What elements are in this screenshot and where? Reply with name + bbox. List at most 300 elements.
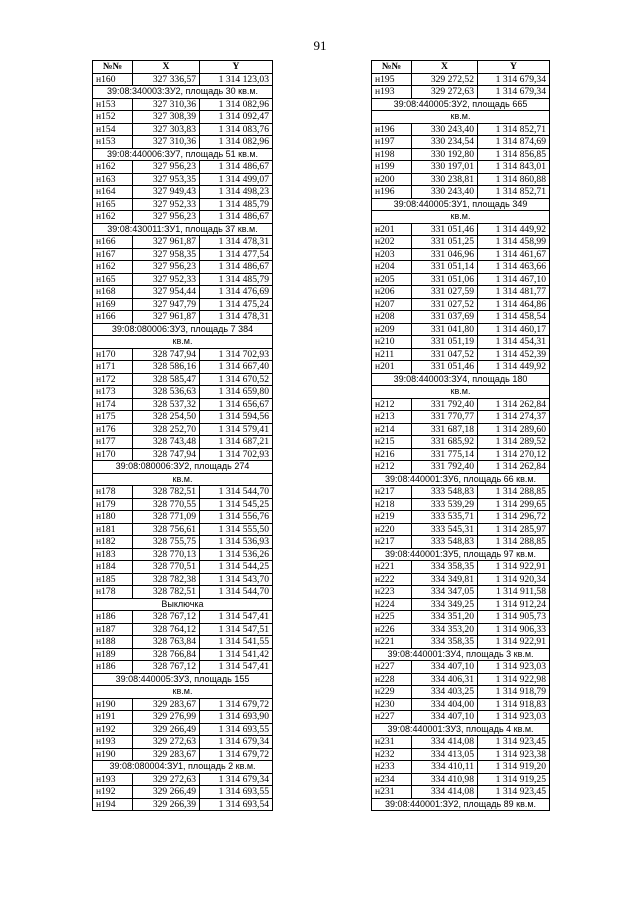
table-row <box>93 648 273 661</box>
point-id-cell: н176 <box>93 423 133 436</box>
point-id-cell: н183 <box>93 548 133 561</box>
table-row <box>372 498 550 511</box>
point-id-cell: н221 <box>372 636 412 649</box>
table-row <box>372 223 550 236</box>
table-row <box>93 361 273 374</box>
y-coordinate-cell: 1 314 464,86 <box>478 298 550 311</box>
x-coordinate-cell: 334 407,10 <box>412 711 478 724</box>
table-row <box>93 386 273 399</box>
x-coordinate-cell: 328 770,55 <box>133 498 200 511</box>
y-coordinate-cell: 1 314 667,40 <box>200 361 273 374</box>
point-id-cell: н195 <box>372 73 412 86</box>
parcel-section-title: кв.м. <box>372 111 550 124</box>
parcel-section-title: 39:08:440005:ЗУ1, площадь 349 <box>372 198 550 211</box>
y-coordinate-cell: 1 314 458,99 <box>478 236 550 249</box>
y-coordinate-cell: 1 314 693,55 <box>200 786 273 799</box>
table-row <box>93 798 273 811</box>
section-title-row <box>93 686 273 699</box>
point-id-cell: н227 <box>372 661 412 674</box>
x-coordinate-cell: 331 027,52 <box>412 298 478 311</box>
table-row <box>372 436 550 449</box>
x-coordinate-cell: 334 407,10 <box>412 661 478 674</box>
y-coordinate-cell: 1 314 874,69 <box>478 136 550 149</box>
point-id-cell: н190 <box>93 698 133 711</box>
table-row <box>93 723 273 736</box>
column-header-y: Y <box>200 61 273 74</box>
point-id-cell: н173 <box>93 386 133 399</box>
x-coordinate-cell: 328 782,51 <box>133 486 200 499</box>
parcel-section-title: 39:08:080006:ЗУ2, площадь 274 <box>93 461 273 474</box>
point-id-cell: н200 <box>372 173 412 186</box>
x-coordinate-cell: 329 272,63 <box>412 86 478 99</box>
section-title-row <box>93 223 273 236</box>
parcel-section-title: 39:08:440001:ЗУ2, площадь 89 кв.м. <box>372 798 550 811</box>
table-row <box>93 411 273 424</box>
y-coordinate-cell: 1 314 670,52 <box>200 373 273 386</box>
point-id-cell: н165 <box>93 273 133 286</box>
section-title-row <box>93 673 273 686</box>
y-coordinate-cell: 1 314 289,52 <box>478 436 550 449</box>
x-coordinate-cell: 328 767,12 <box>133 661 200 674</box>
point-id-cell: н193 <box>93 773 133 786</box>
parcel-section-title: 39:08:440001:ЗУ6, площадь 66 кв.м. <box>372 473 550 486</box>
x-coordinate-cell: 329 283,67 <box>133 698 200 711</box>
x-coordinate-cell: 331 046,96 <box>412 248 478 261</box>
point-id-cell: н233 <box>372 761 412 774</box>
y-coordinate-cell: 1 314 679,72 <box>200 698 273 711</box>
point-id-cell: н194 <box>93 798 133 811</box>
table-row <box>372 536 550 549</box>
x-coordinate-cell: 334 413,05 <box>412 748 478 761</box>
x-coordinate-cell: 328 763,84 <box>133 636 200 649</box>
table-row <box>372 486 550 499</box>
table-row <box>372 736 550 749</box>
x-coordinate-cell: 329 266,39 <box>133 798 200 811</box>
point-id-cell: н212 <box>372 398 412 411</box>
y-coordinate-cell: 1 314 547,41 <box>200 661 273 674</box>
column-header-x: X <box>412 61 478 74</box>
table-row <box>372 161 550 174</box>
section-title-row <box>93 761 273 774</box>
y-coordinate-cell: 1 314 702,93 <box>200 348 273 361</box>
section-title-row <box>372 386 550 399</box>
y-coordinate-cell: 1 314 460,17 <box>478 323 550 336</box>
table-row <box>372 673 550 686</box>
table-row <box>93 298 273 311</box>
x-coordinate-cell: 334 349,25 <box>412 598 478 611</box>
point-id-cell: н217 <box>372 536 412 549</box>
table-row <box>372 711 550 724</box>
x-coordinate-cell: 327 947,79 <box>133 298 200 311</box>
point-id-cell: н174 <box>93 398 133 411</box>
table-row <box>372 273 550 286</box>
table-row <box>93 286 273 299</box>
table-row <box>372 686 550 699</box>
point-id-cell: н186 <box>93 611 133 624</box>
table-row <box>372 136 550 149</box>
x-coordinate-cell: 327 303,83 <box>133 123 200 136</box>
x-coordinate-cell: 329 272,63 <box>133 736 200 749</box>
y-coordinate-cell: 1 314 299,65 <box>478 498 550 511</box>
table-row <box>372 86 550 99</box>
x-coordinate-cell: 330 238,81 <box>412 173 478 186</box>
point-id-cell: н193 <box>372 86 412 99</box>
y-coordinate-cell: 1 314 556,76 <box>200 511 273 524</box>
y-coordinate-cell: 1 314 498,23 <box>200 186 273 199</box>
table-row <box>93 136 273 149</box>
y-coordinate-cell: 1 314 702,93 <box>200 448 273 461</box>
table-row <box>93 736 273 749</box>
y-coordinate-cell: 1 314 919,25 <box>478 773 550 786</box>
y-coordinate-cell: 1 314 274,37 <box>478 411 550 424</box>
table-row <box>93 436 273 449</box>
x-coordinate-cell: 328 586,16 <box>133 361 200 374</box>
parcel-section-title: 39:08:080006:ЗУ3, площадь 7 384 <box>93 323 273 336</box>
x-coordinate-cell: 330 243,40 <box>412 123 478 136</box>
y-coordinate-cell: 1 314 923,38 <box>478 748 550 761</box>
table-row <box>93 773 273 786</box>
point-id-cell: н205 <box>372 273 412 286</box>
x-coordinate-cell: 327 961,87 <box>133 311 200 324</box>
point-id-cell: н182 <box>93 536 133 549</box>
table-row <box>93 161 273 174</box>
x-coordinate-cell: 327 958,35 <box>133 248 200 261</box>
point-id-cell: н208 <box>372 311 412 324</box>
y-coordinate-cell: 1 314 458,54 <box>478 311 550 324</box>
section-title-row <box>93 598 273 611</box>
y-coordinate-cell: 1 314 923,03 <box>478 711 550 724</box>
point-id-cell: н180 <box>93 511 133 524</box>
point-id-cell: н226 <box>372 623 412 636</box>
x-coordinate-cell: 328 252,70 <box>133 423 200 436</box>
y-coordinate-cell: 1 314 454,31 <box>478 336 550 349</box>
table-row <box>372 636 550 649</box>
point-id-cell: н225 <box>372 611 412 624</box>
table-row <box>93 448 273 461</box>
table-row <box>372 773 550 786</box>
coordinates-table-right <box>371 60 550 811</box>
y-coordinate-cell: 1 314 478,31 <box>200 236 273 249</box>
x-coordinate-cell: 328 764,12 <box>133 623 200 636</box>
y-coordinate-cell: 1 314 092,47 <box>200 111 273 124</box>
x-coordinate-cell: 328 770,51 <box>133 561 200 574</box>
table-row <box>93 311 273 324</box>
y-coordinate-cell: 1 314 852,71 <box>478 186 550 199</box>
parcel-section-title: кв.м. <box>93 336 273 349</box>
x-coordinate-cell: 328 767,12 <box>133 611 200 624</box>
point-id-cell: н220 <box>372 523 412 536</box>
point-id-cell: н154 <box>93 123 133 136</box>
point-id-cell: н175 <box>93 411 133 424</box>
table-row <box>93 623 273 636</box>
point-id-cell: н191 <box>93 711 133 724</box>
table-row <box>93 261 273 274</box>
point-id-cell: н213 <box>372 411 412 424</box>
y-coordinate-cell: 1 314 545,25 <box>200 498 273 511</box>
point-id-cell: н216 <box>372 448 412 461</box>
point-id-cell: н186 <box>93 661 133 674</box>
table-row <box>372 561 550 574</box>
x-coordinate-cell: 327 949,43 <box>133 186 200 199</box>
table-row <box>93 498 273 511</box>
x-coordinate-cell: 329 283,67 <box>133 748 200 761</box>
point-id-cell: н162 <box>93 161 133 174</box>
x-coordinate-cell: 331 051,46 <box>412 223 478 236</box>
y-coordinate-cell: 1 314 288,85 <box>478 536 550 549</box>
point-id-cell: н228 <box>372 673 412 686</box>
table-row <box>372 361 550 374</box>
y-coordinate-cell: 1 314 918,79 <box>478 686 550 699</box>
table-row <box>93 748 273 761</box>
x-coordinate-cell: 331 051,46 <box>412 361 478 374</box>
y-coordinate-cell: 1 314 541,55 <box>200 636 273 649</box>
point-id-cell: н223 <box>372 586 412 599</box>
table-row <box>372 323 550 336</box>
x-coordinate-cell: 329 272,52 <box>412 73 478 86</box>
point-id-cell: н202 <box>372 236 412 249</box>
table-row <box>372 311 550 324</box>
table-row <box>372 286 550 299</box>
y-coordinate-cell: 1 314 912,24 <box>478 598 550 611</box>
x-coordinate-cell: 331 041,80 <box>412 323 478 336</box>
x-coordinate-cell: 331 792,40 <box>412 398 478 411</box>
table-row <box>372 148 550 161</box>
parcel-section-title: 39:08:440005:ЗУ3, площадь 155 <box>93 673 273 686</box>
section-title-row <box>372 473 550 486</box>
table-row <box>372 298 550 311</box>
y-coordinate-cell: 1 314 467,10 <box>478 273 550 286</box>
table-row <box>372 448 550 461</box>
section-title-row <box>372 373 550 386</box>
parcel-section-title: кв.м. <box>372 211 550 224</box>
page-number: 91 <box>313 38 327 53</box>
y-coordinate-cell: 1 314 922,91 <box>478 561 550 574</box>
x-coordinate-cell: 334 353,20 <box>412 623 478 636</box>
section-title-row <box>93 323 273 336</box>
point-id-cell: н214 <box>372 423 412 436</box>
y-coordinate-cell: 1 314 288,85 <box>478 486 550 499</box>
y-coordinate-cell: 1 314 919,20 <box>478 761 550 774</box>
table-row <box>93 548 273 561</box>
table-row <box>372 698 550 711</box>
x-coordinate-cell: 327 954,44 <box>133 286 200 299</box>
table-row <box>372 461 550 474</box>
section-title-row <box>93 473 273 486</box>
y-coordinate-cell: 1 314 485,79 <box>200 198 273 211</box>
coordinates-table-left <box>92 60 273 811</box>
table-row <box>372 573 550 586</box>
x-coordinate-cell: 328 756,61 <box>133 523 200 536</box>
x-coordinate-cell: 327 308,39 <box>133 111 200 124</box>
y-coordinate-cell: 1 314 693,90 <box>200 711 273 724</box>
point-id-cell: н217 <box>372 486 412 499</box>
table-row <box>93 711 273 724</box>
y-coordinate-cell: 1 314 679,34 <box>200 773 273 786</box>
parcel-section-title: 39:08:430011:ЗУ1, площадь 37 кв.м. <box>93 223 273 236</box>
y-coordinate-cell: 1 314 449,92 <box>478 223 550 236</box>
point-id-cell: н153 <box>93 98 133 111</box>
y-coordinate-cell: 1 314 679,34 <box>478 86 550 99</box>
table-row <box>93 786 273 799</box>
section-title-row <box>93 86 273 99</box>
x-coordinate-cell: 327 953,35 <box>133 173 200 186</box>
y-coordinate-cell: 1 314 543,70 <box>200 573 273 586</box>
y-coordinate-cell: 1 314 659,80 <box>200 386 273 399</box>
x-coordinate-cell: 330 243,40 <box>412 186 478 199</box>
point-id-cell: н153 <box>93 136 133 149</box>
table-row <box>93 523 273 536</box>
x-coordinate-cell: 330 197,01 <box>412 161 478 174</box>
point-id-cell: н169 <box>93 298 133 311</box>
x-coordinate-cell: 330 234,54 <box>412 136 478 149</box>
table-row <box>372 523 550 536</box>
section-title-row <box>372 198 550 211</box>
y-coordinate-cell: 1 314 123,03 <box>200 73 273 86</box>
table-row <box>93 123 273 136</box>
section-title-row <box>372 98 550 111</box>
table-row <box>372 586 550 599</box>
x-coordinate-cell: 328 254,50 <box>133 411 200 424</box>
y-coordinate-cell: 1 314 485,79 <box>200 273 273 286</box>
x-coordinate-cell: 331 775,14 <box>412 448 478 461</box>
parcel-section-title: 39:08:440001:ЗУ3, площадь 4 кв.м. <box>372 723 550 736</box>
y-coordinate-cell: 1 314 541,42 <box>200 648 273 661</box>
y-coordinate-cell: 1 314 693,55 <box>200 723 273 736</box>
table-row <box>372 398 550 411</box>
y-coordinate-cell: 1 314 923,45 <box>478 736 550 749</box>
section-title-row <box>93 148 273 161</box>
y-coordinate-cell: 1 314 289,60 <box>478 423 550 436</box>
y-coordinate-cell: 1 314 687,21 <box>200 436 273 449</box>
column-header-x: X <box>133 61 200 74</box>
parcel-section-title: 39:08:440005:ЗУ2, площадь 665 <box>372 98 550 111</box>
point-id-cell: н190 <box>93 748 133 761</box>
x-coordinate-cell: 327 310,36 <box>133 136 200 149</box>
x-coordinate-cell: 333 535,71 <box>412 511 478 524</box>
x-coordinate-cell: 331 037,69 <box>412 311 478 324</box>
table-row <box>93 398 273 411</box>
point-id-cell: н166 <box>93 311 133 324</box>
table-row <box>93 486 273 499</box>
x-coordinate-cell: 331 027,59 <box>412 286 478 299</box>
table-row <box>372 611 550 624</box>
point-id-cell: н227 <box>372 711 412 724</box>
x-coordinate-cell: 331 051,19 <box>412 336 478 349</box>
point-id-cell: н187 <box>93 623 133 636</box>
y-coordinate-cell: 1 314 481,77 <box>478 286 550 299</box>
x-coordinate-cell: 334 404,00 <box>412 698 478 711</box>
y-coordinate-cell: 1 314 486,67 <box>200 161 273 174</box>
table-row <box>372 261 550 274</box>
table-header-row <box>372 61 550 74</box>
point-id-cell: н192 <box>93 723 133 736</box>
parcel-section-title: 39:08:340003:ЗУ2, площадь 30 кв.м. <box>93 86 273 99</box>
point-id-cell: н231 <box>372 736 412 749</box>
point-id-cell: н164 <box>93 186 133 199</box>
point-id-cell: н197 <box>372 136 412 149</box>
table-row <box>93 511 273 524</box>
table-row <box>93 561 273 574</box>
point-id-cell: н178 <box>93 586 133 599</box>
x-coordinate-cell: 333 548,83 <box>412 536 478 549</box>
y-coordinate-cell: 1 314 536,26 <box>200 548 273 561</box>
table-row <box>372 761 550 774</box>
table-row <box>93 98 273 111</box>
point-id-cell: н204 <box>372 261 412 274</box>
point-id-cell: н224 <box>372 598 412 611</box>
point-id-cell: н232 <box>372 748 412 761</box>
x-coordinate-cell: 331 792,40 <box>412 461 478 474</box>
y-coordinate-cell: 1 314 544,70 <box>200 586 273 599</box>
section-title-row <box>93 461 273 474</box>
point-id-cell: н162 <box>93 261 133 274</box>
point-id-cell: н168 <box>93 286 133 299</box>
x-coordinate-cell: 334 403,25 <box>412 686 478 699</box>
y-coordinate-cell: 1 314 270,12 <box>478 448 550 461</box>
y-coordinate-cell: 1 314 594,56 <box>200 411 273 424</box>
table-row <box>372 123 550 136</box>
y-coordinate-cell: 1 314 555,50 <box>200 523 273 536</box>
x-coordinate-cell: 331 770,77 <box>412 411 478 424</box>
y-coordinate-cell: 1 314 486,67 <box>200 211 273 224</box>
x-coordinate-cell: 329 272,63 <box>133 773 200 786</box>
point-id-cell: н196 <box>372 123 412 136</box>
section-title-row <box>372 723 550 736</box>
table-row <box>372 186 550 199</box>
y-coordinate-cell: 1 314 679,72 <box>200 748 273 761</box>
y-coordinate-cell: 1 314 476,69 <box>200 286 273 299</box>
table-row <box>93 173 273 186</box>
x-coordinate-cell: 328 536,63 <box>133 386 200 399</box>
x-coordinate-cell: 327 952,33 <box>133 198 200 211</box>
y-coordinate-cell: 1 314 923,03 <box>478 661 550 674</box>
y-coordinate-cell: 1 314 477,54 <box>200 248 273 261</box>
column-header-id: №№ <box>93 61 133 74</box>
table-row <box>93 211 273 224</box>
section-title-row <box>372 111 550 124</box>
x-coordinate-cell: 328 747,94 <box>133 448 200 461</box>
section-title-row <box>372 798 550 811</box>
table-row <box>93 636 273 649</box>
y-coordinate-cell: 1 314 262,84 <box>478 461 550 474</box>
y-coordinate-cell: 1 314 856,85 <box>478 148 550 161</box>
y-coordinate-cell: 1 314 918,83 <box>478 698 550 711</box>
y-coordinate-cell: 1 314 679,34 <box>478 73 550 86</box>
point-id-cell: н193 <box>93 736 133 749</box>
parcel-section-title: кв.м. <box>372 386 550 399</box>
point-id-cell: н185 <box>93 573 133 586</box>
x-coordinate-cell: 334 358,35 <box>412 636 478 649</box>
point-id-cell: н210 <box>372 336 412 349</box>
y-coordinate-cell: 1 314 285,97 <box>478 523 550 536</box>
point-id-cell: н218 <box>372 498 412 511</box>
point-id-cell: н188 <box>93 636 133 649</box>
table-row <box>372 348 550 361</box>
point-id-cell: н221 <box>372 561 412 574</box>
x-coordinate-cell: 328 537,32 <box>133 398 200 411</box>
x-coordinate-cell: 328 782,51 <box>133 586 200 599</box>
parcel-section-title: 39:08:440006:ЗУ7, площадь 51 кв.м. <box>93 148 273 161</box>
table-row <box>372 411 550 424</box>
y-coordinate-cell: 1 314 922,98 <box>478 673 550 686</box>
table-row <box>372 173 550 186</box>
section-title-row <box>372 548 550 561</box>
x-coordinate-cell: 334 414,08 <box>412 736 478 749</box>
x-coordinate-cell: 329 266,49 <box>133 723 200 736</box>
y-coordinate-cell: 1 314 547,51 <box>200 623 273 636</box>
point-id-cell: н163 <box>93 173 133 186</box>
point-id-cell: н198 <box>372 148 412 161</box>
